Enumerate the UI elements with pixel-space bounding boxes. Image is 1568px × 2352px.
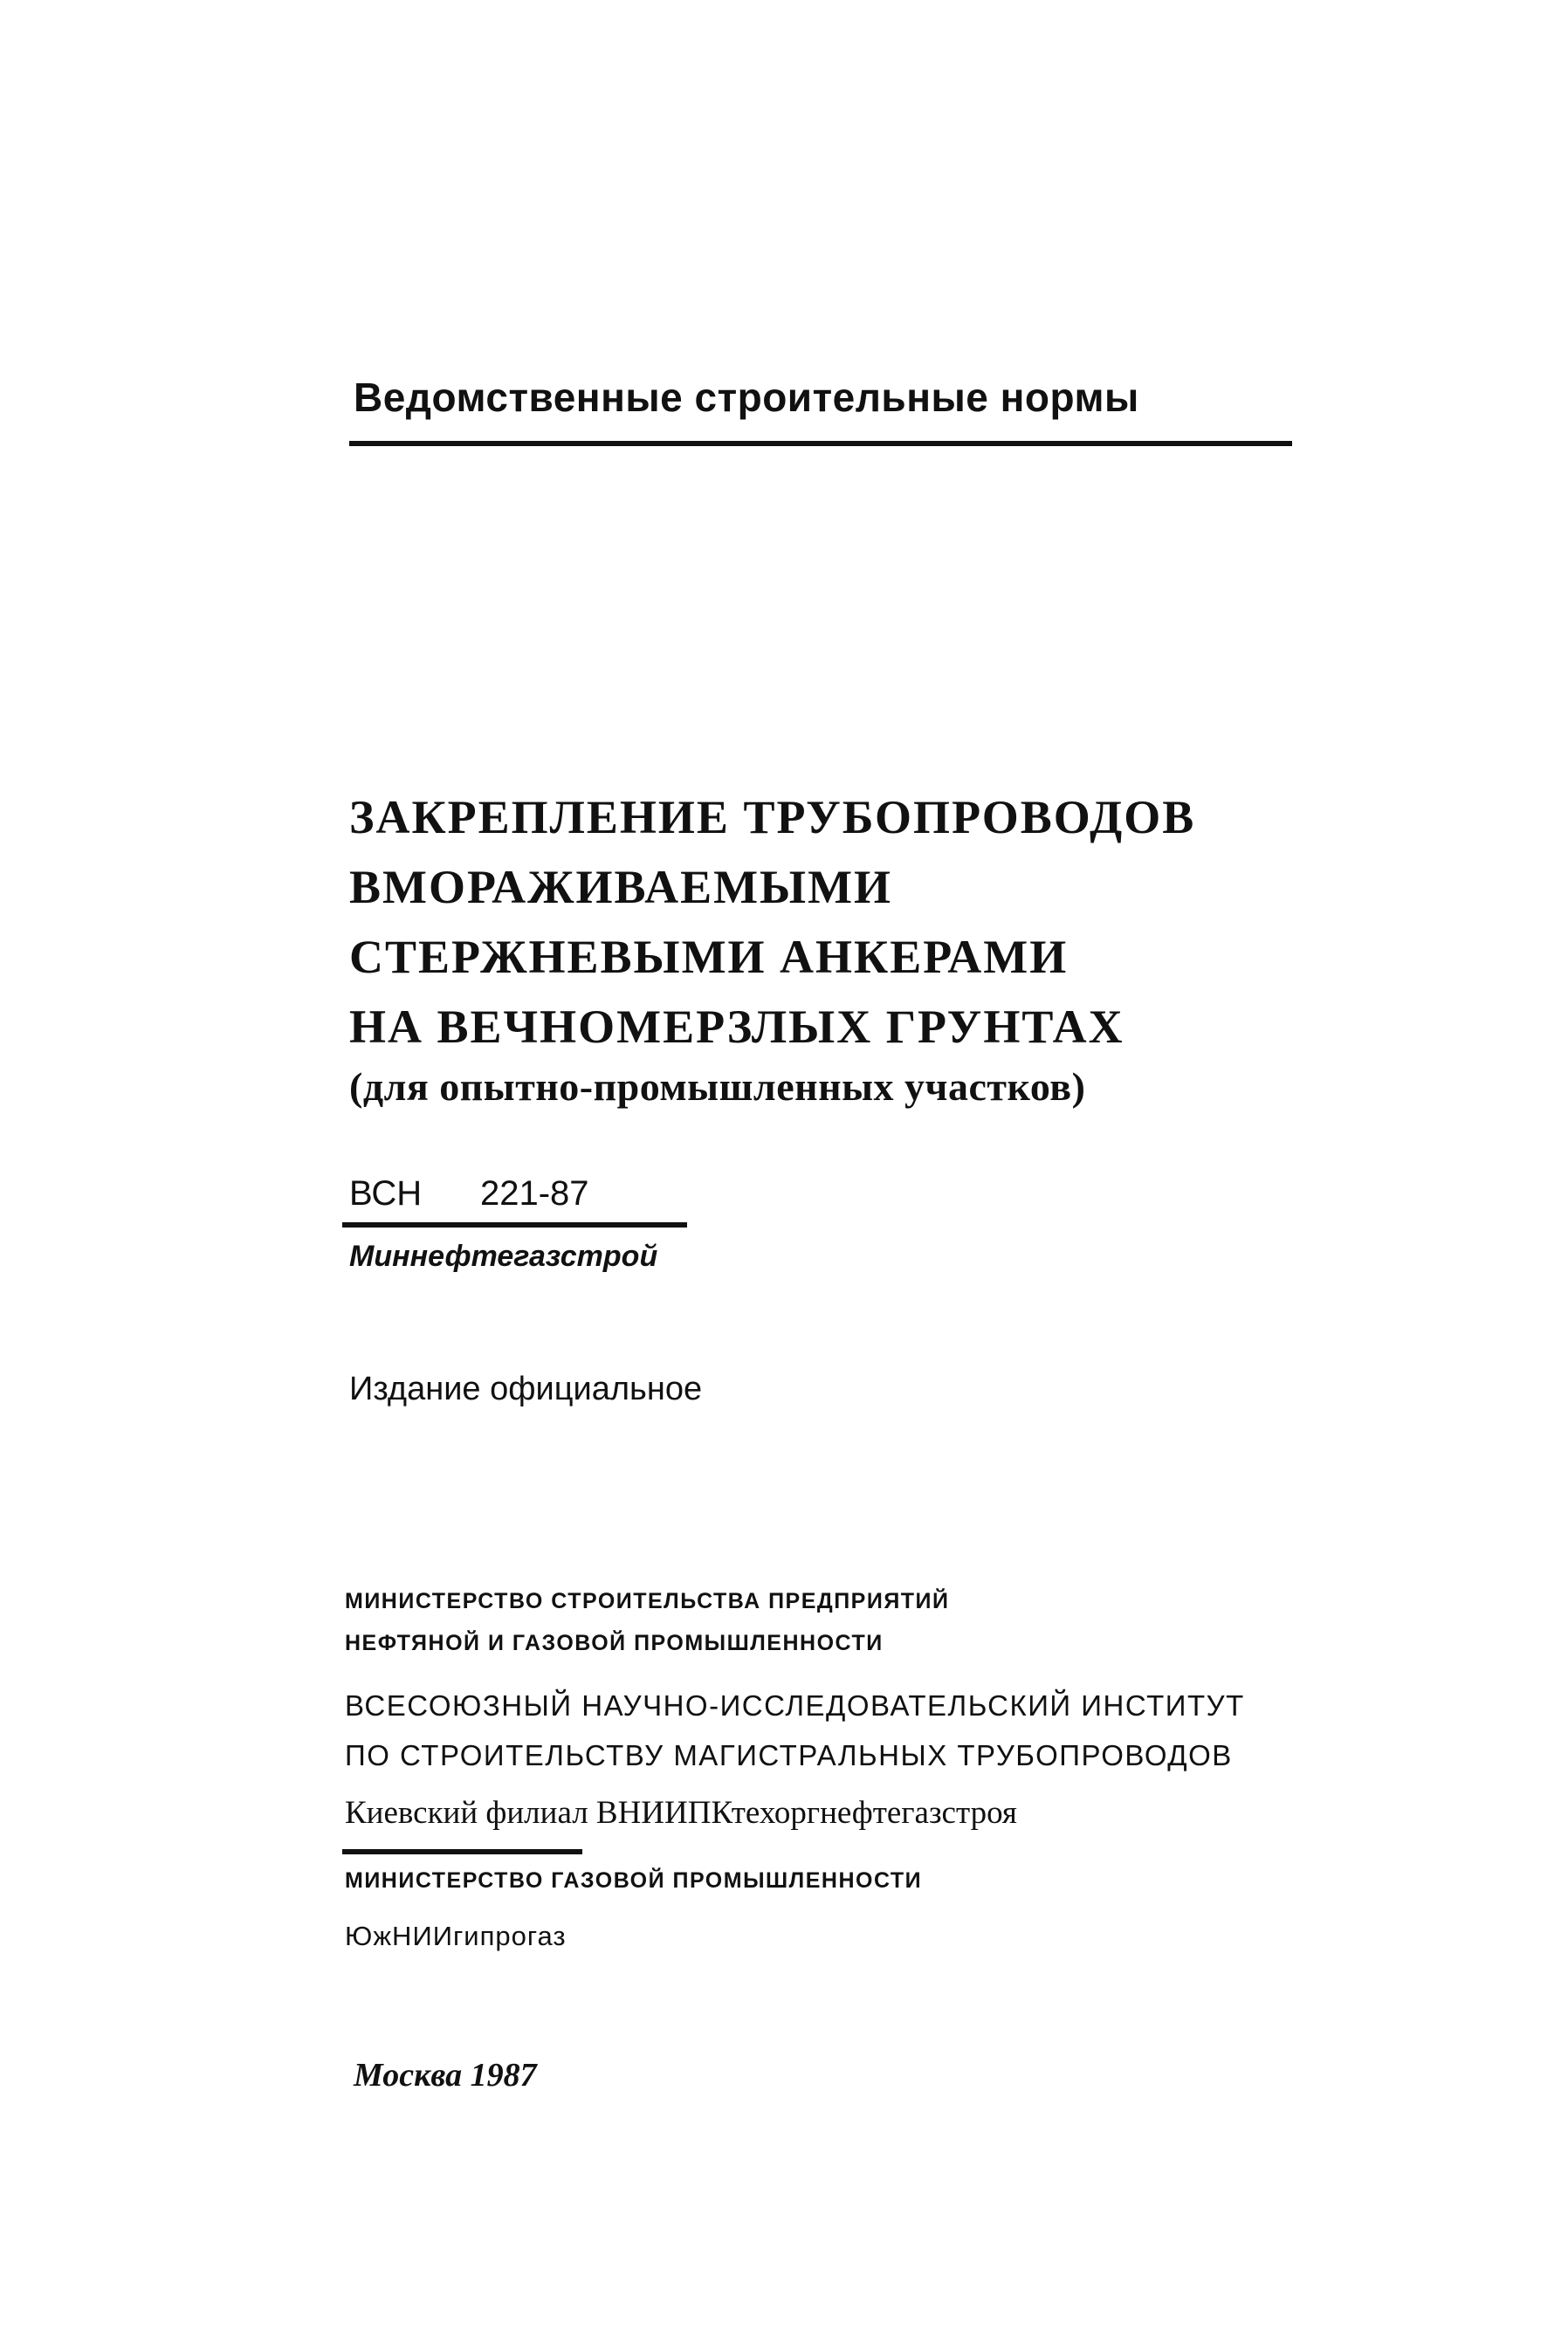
title-subtitle: (для опытно-промышленных участков) — [349, 1064, 1086, 1109]
header-rule — [349, 441, 1292, 446]
series-title: Ведомственные строительные нормы — [354, 375, 1139, 420]
imprint — [354, 2056, 537, 2094]
gas-ministry: МИНИСТЕРСТВО ГАЗОВОЙ ПРОМЫШЛЕННОСТИ — [345, 1868, 923, 1893]
ministry-line-1: МИНИСТЕРСТВО СТРОИТЕЛЬСТВА ПРЕДПРИЯТИЙ — [345, 1589, 950, 1613]
ministry-line-2: НЕФТЯНОЙ И ГАЗОВОЙ ПРОМЫШЛЕННОСТИ — [345, 1631, 884, 1655]
institute-line-1: ВСЕСОЮЗНЫЙ НАУЧНО-ИССЛЕДОВАТЕЛЬСКИЙ ИНСТИТУТ — [345, 1689, 1245, 1722]
gas-institute: ЮжНИИгипрогаз — [345, 1921, 567, 1951]
document-code-number: 221-87 — [480, 1174, 589, 1213]
document-issuer: Миннефтегазстрой — [349, 1240, 658, 1273]
branch-rule — [342, 1849, 582, 1854]
imprint-year: 1987 — [470, 2057, 537, 2094]
edition-label: Издание официальное — [349, 1371, 703, 1407]
title-line-4: НА ВЕЧНОМЕРЗЛЫХ ГРУНТАХ — [349, 1001, 1124, 1053]
institute-branch: Киевский филиал ВНИИПКтехоргнефтегазстроя — [345, 1795, 1017, 1831]
title-line-3: СТЕРЖНЕВЫМИ АНКЕРАМИ — [349, 931, 1069, 983]
document-code-prefix: ВСН — [349, 1174, 423, 1213]
institute-line-2: ПО СТРОИТЕЛЬСТВУ МАГИСТРАЛЬНЫХ ТРУБОПРОВОДОВ — [345, 1739, 1233, 1771]
document-code — [349, 1174, 589, 1214]
title-line-1: ЗАКРЕПЛЕНИЕ ТРУБОПРОВОДОВ — [349, 791, 1196, 843]
imprint-city: Москва — [354, 2057, 463, 2094]
document-code-rule — [342, 1222, 687, 1228]
title-line-2: ВМОРАЖИВАЕМЫМИ — [349, 861, 893, 913]
